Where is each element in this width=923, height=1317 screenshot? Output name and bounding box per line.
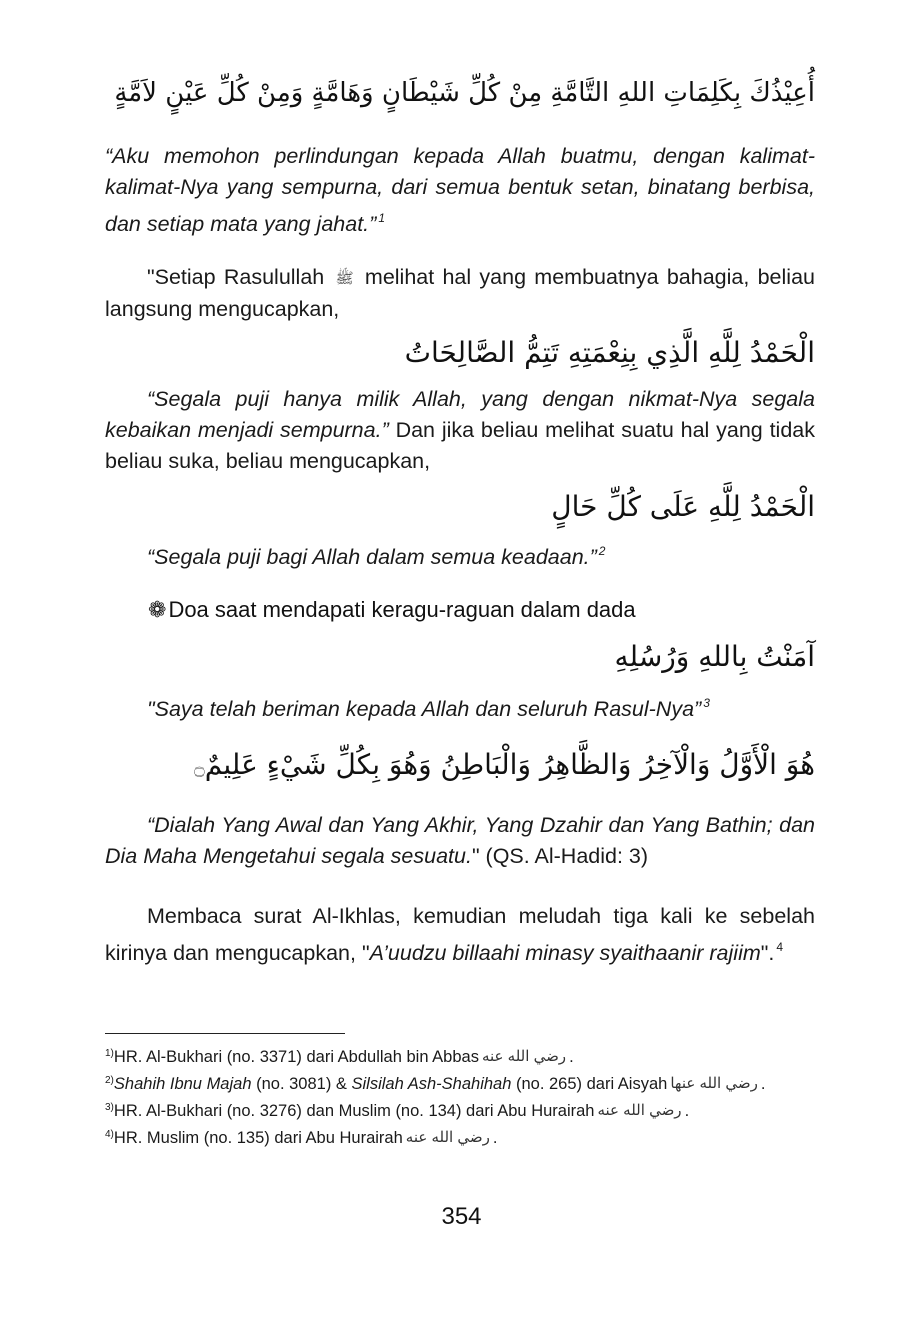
translation-iman	[105, 688, 815, 725]
arabic-quran-verse	[190, 748, 815, 781]
taawwudh-text: A’uudzu billaahi minasy syaithaanir rajiim	[369, 941, 761, 965]
footnote-number: 4)	[105, 1129, 114, 1140]
footnote-book-title: Silsilah Ash-Shahihah	[351, 1075, 512, 1093]
translation-verse: “Dialah Yang Awal dan Yang Akhir, Yang Dzahir dan Yang Bathin; dan Dia Maha Mengetahui segala sesuatu.	[105, 813, 815, 868]
footnote-ref-4: 4	[776, 940, 784, 954]
footnote-end: .	[492, 1129, 498, 1147]
section-heading	[148, 597, 636, 623]
footnote-text: HR. Al-Bukhari (no. 3371) dari Abdullah bin Abbas	[113, 1048, 479, 1066]
translation-text: “Aku memohon perlindungan kepada Allah buatmu, dengan kalimat-kalimat-Nya yang sempurna, dari semua bentuk setan, binatang berbisa, dan setiap mata yang jahat.”	[105, 144, 815, 236]
footnote-book-title: Shahih Ibnu Majah	[113, 1075, 252, 1093]
footnote-end: .	[684, 1102, 690, 1120]
flower-ornament-icon: ❁	[148, 597, 167, 622]
verse-citation: " (QS. Al-Hadid: 3)	[471, 844, 649, 868]
ikhlas-text-1: Membaca surat Al-Ikhlas, kemudian meludah tiga kali ke sebelah kirinya dan mengucapkan, "	[105, 904, 815, 965]
footnote-text: (no. 265) dari Aisyah	[511, 1075, 668, 1093]
footnote-text: (no. 3081) &	[251, 1075, 352, 1093]
narration-text-1: "Setiap Rasulullah	[147, 265, 325, 289]
footnote-number: 3)	[105, 1102, 114, 1113]
heading-text: Doa saat mendapati keragu-raguan dalam dada	[168, 597, 636, 622]
translation-quran-verse	[105, 810, 815, 872]
arabic-iman: آمَنْتُ بِاللهِ وَرُسُلِهِ	[614, 640, 815, 673]
radiyallahu-icon: رضي الله عنه	[405, 1129, 490, 1146]
arabic-hamd-every-state: الْحَمْدُ لِلَّهِ عَلَى كُلِّ حَالٍ	[551, 490, 815, 523]
footnote-ref-3: 3	[703, 696, 710, 710]
footnote-end: .	[760, 1075, 766, 1093]
footnote-divider	[105, 1033, 345, 1034]
narration-text-2: melihat hal yang membuatnya bahagia, beliau langsung mengucapkan,	[105, 265, 815, 321]
translation-text-3: "Saya telah beriman kepada Allah dan seluruh Rasul-Nya”	[147, 697, 702, 721]
footnotes	[105, 1042, 825, 1150]
arabic-hamd-blessing: الْحَمْدُ لِلَّهِ الَّذِي بِنِعْمَتِهِ تَتِمُّ الصَّالِحَاتُ	[404, 336, 815, 369]
radiyallahu-icon: رضي الله عنه	[597, 1102, 682, 1119]
translation-protection	[105, 141, 815, 240]
radiyallahu-icon: رضي الله عنها	[670, 1075, 758, 1092]
translation-hamd-paragraph	[105, 384, 815, 477]
footnote-number: 1)	[105, 1048, 114, 1059]
ikhlas-text-2: ".	[760, 941, 775, 965]
footnote-text: HR. Al-Bukhari (no. 3276) dan Muslim (no. 134) dari Abu Hurairah	[113, 1102, 595, 1120]
footnote-1	[105, 1042, 825, 1069]
translation-every-state	[105, 536, 815, 573]
footnote-number: 2)	[105, 1075, 114, 1086]
narration-paragraph	[105, 262, 815, 325]
arabic-prayer-protection: أُعِيْذُكَ بِكَلِمَاتِ اللهِ التَّامَّةِ مِنْ كُلِّ شَيْطَانٍ وَهَامَّةٍ وَمِنْ كُلِّ عَيْنٍ لاَمَّةٍ	[114, 78, 815, 108]
salawat-icon: ﷺ	[335, 270, 354, 287]
page-number: 354	[441, 1203, 482, 1230]
footnote-2	[105, 1069, 825, 1096]
footnote-ref-2: 2	[598, 544, 606, 558]
translation-text-2: “Segala puji bagi Allah dalam semua keadaan.”	[147, 545, 597, 569]
radiyallahu-icon: رضي الله عنه	[481, 1048, 567, 1065]
verse-end-icon: ۝	[194, 758, 205, 779]
footnote-ref-1: 1	[378, 211, 385, 225]
footnote-4	[105, 1123, 825, 1150]
footnote-end: .	[569, 1048, 574, 1066]
footnote-3	[105, 1096, 825, 1123]
narration-text-3: Dan jika beliau melihat suatu hal yang tidak beliau suka, beliau mengucapkan,	[105, 418, 815, 473]
translation-hamd: “Segala puji hanya milik Allah, yang dengan nikmat-Nya segala kebaikan menjadi sempurna.”	[105, 387, 815, 442]
ikhlas-paragraph	[105, 901, 815, 969]
quran-verse-text: هُوَ الْأَوَّلُ وَالْآخِرُ وَالظَّاهِرُ وَالْبَاطِنُ وَهُوَ بِكُلِّ شَيْءٍ عَلِيمٌ	[204, 748, 815, 781]
footnote-text: HR. Muslim (no. 135) dari Abu Hurairah	[113, 1129, 403, 1147]
